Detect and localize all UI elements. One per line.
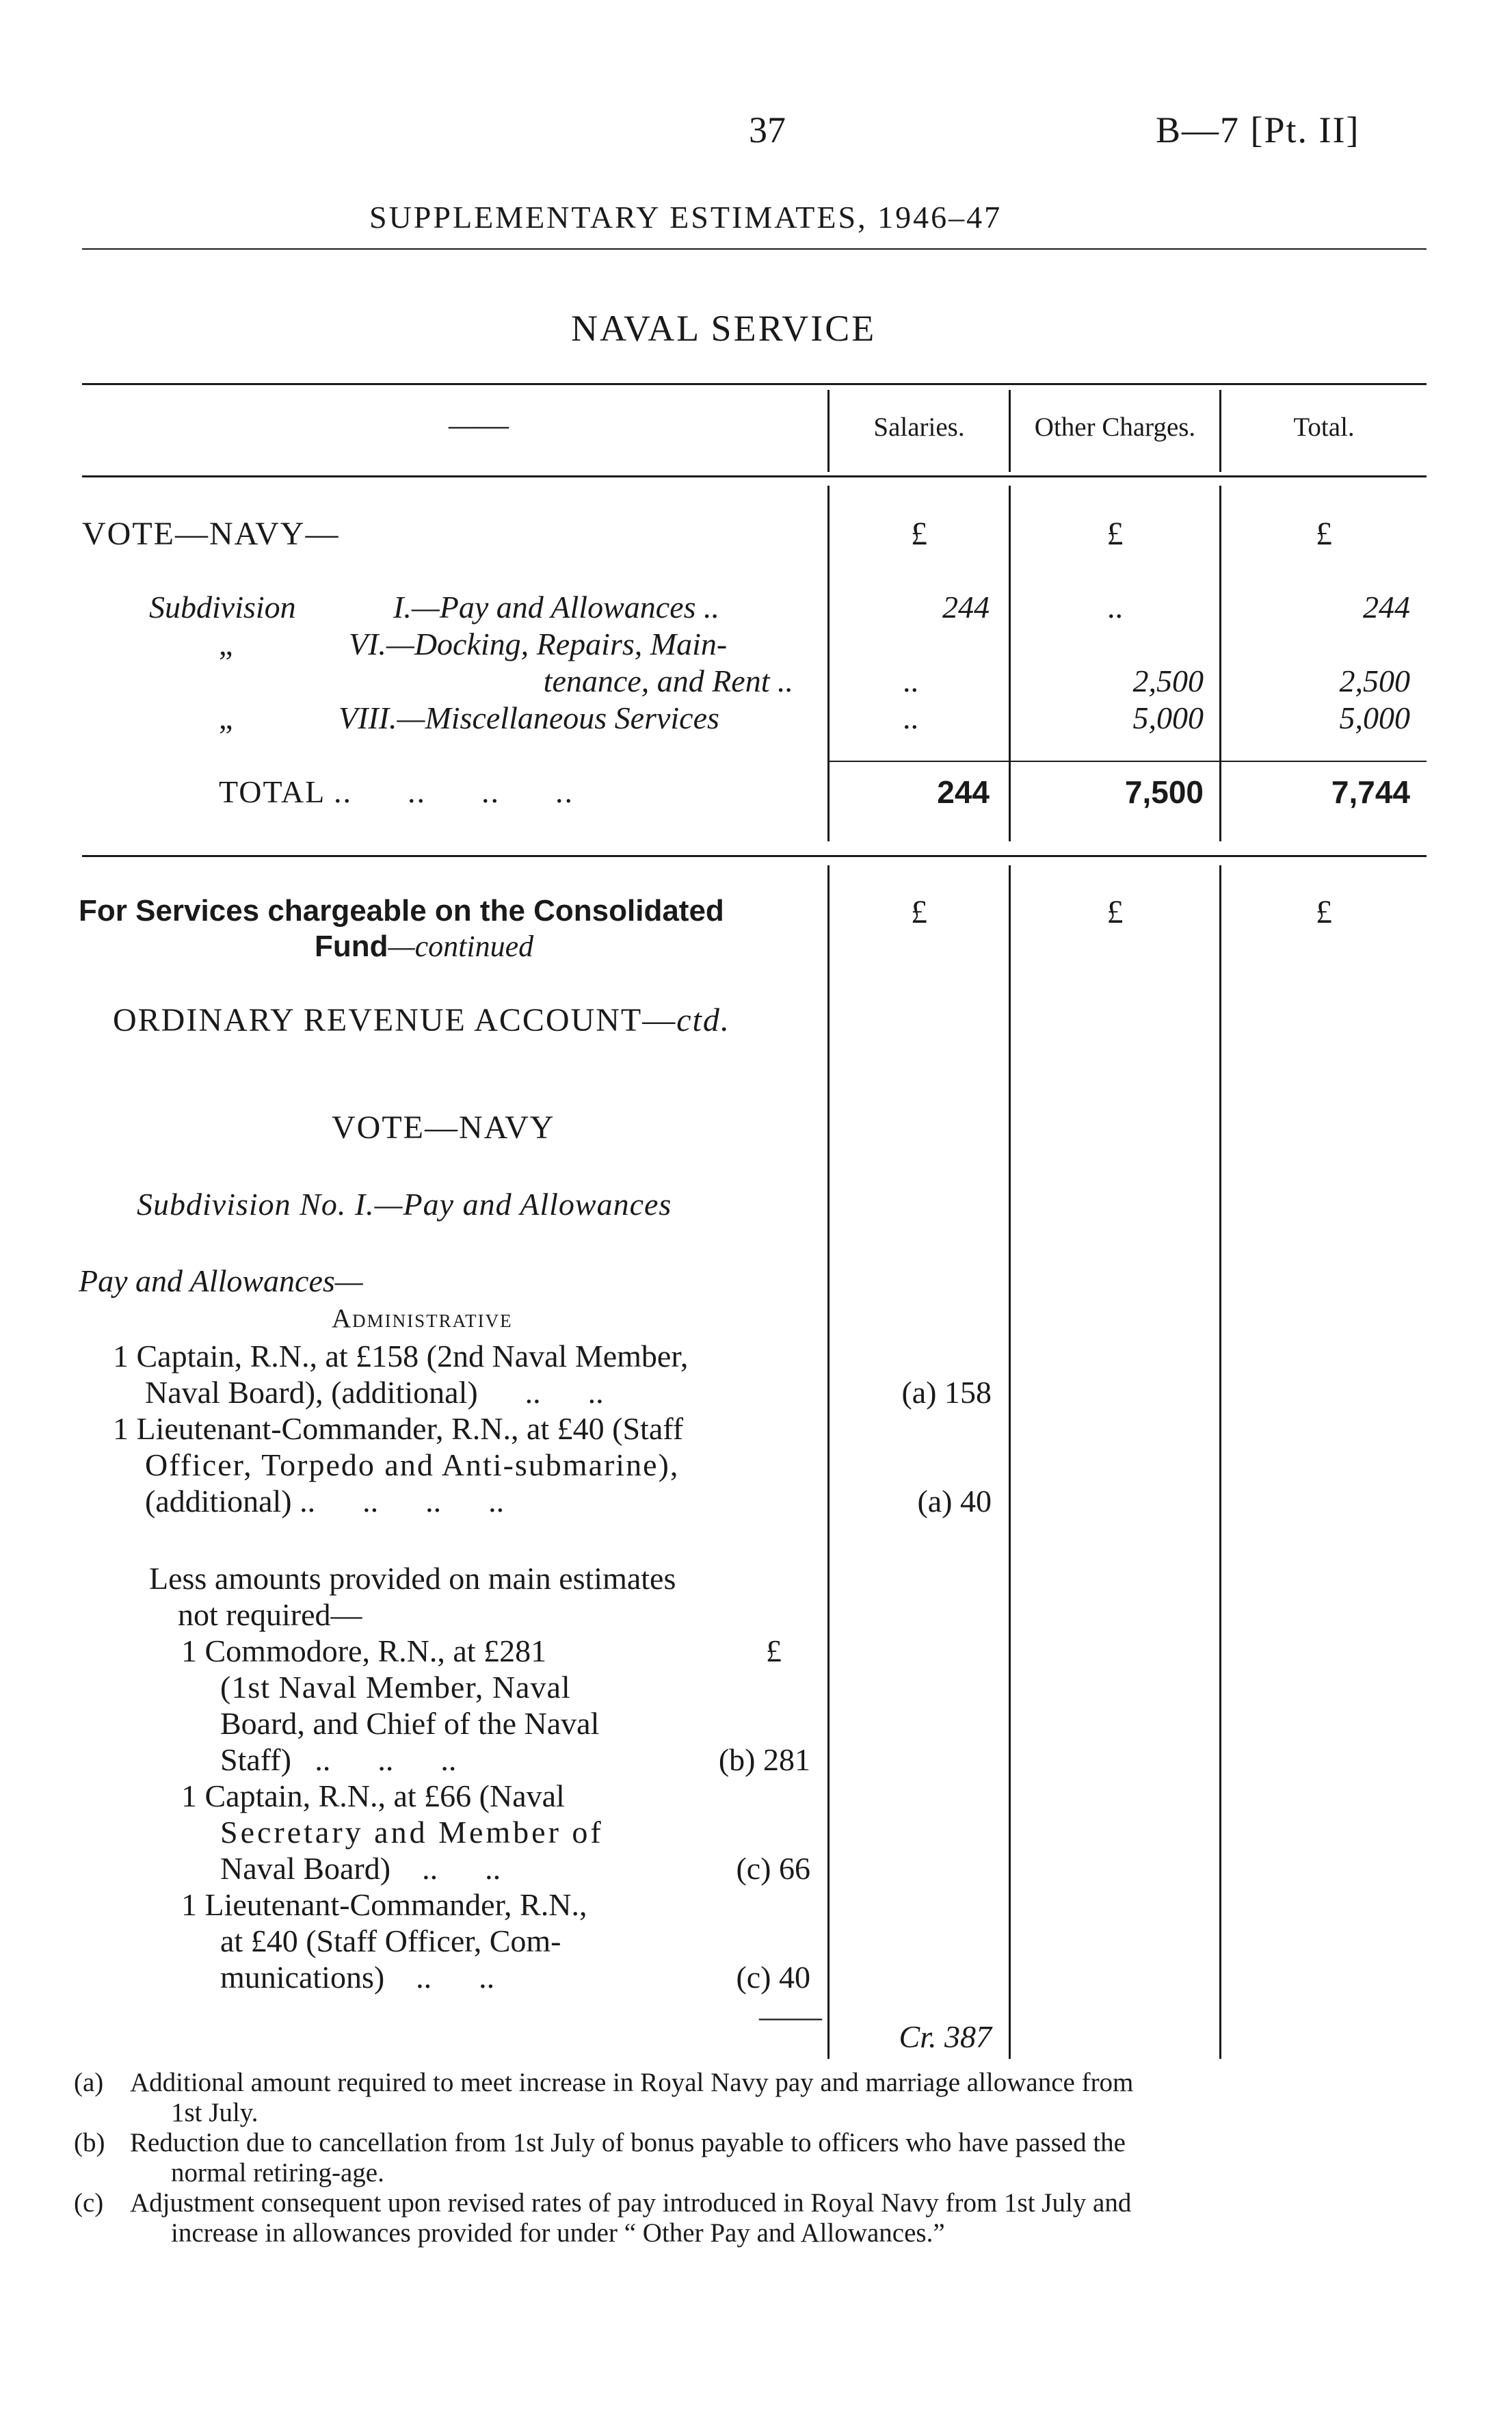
table-header-rule [82, 475, 1427, 477]
item-captain-line1: 1 Captain, R.N., at £158 (2nd Naval Member, [113, 1339, 689, 1374]
sub2-amount: (c) 66 [736, 1851, 810, 1886]
sub2-line1: 1 Captain, R.N., at £66 (Naval [181, 1778, 565, 1813]
continued-word: —continued [388, 930, 534, 963]
table-top-rule [82, 383, 1427, 385]
less-line1: Less amounts provided on main estimates [149, 1561, 676, 1596]
subdivision-prefix: Subdivision [149, 590, 296, 625]
sub1-line1: 1 Commodore, R.N., at £281 [181, 1633, 547, 1668]
total-currency: £ [1316, 516, 1332, 552]
total-value: 244 [1363, 590, 1410, 625]
sub3-line3: munications) .. .. [220, 1960, 495, 1995]
footnote-c-line1: Adjustment consequent upon revised rates of pay introduced in Royal Navy from 1st July and [130, 2188, 1132, 2218]
subdivision-label: I.—Pay and Allowances .. [393, 590, 719, 625]
col-divider-detail-2 [1009, 865, 1011, 2059]
sub3-line1: 1 Lieutenant-Commander, R.N., [181, 1887, 587, 1922]
col-divider-detail-1 [827, 865, 830, 2059]
total-value: 5,000 [1339, 700, 1410, 735]
footnote-a-line2: 1st July. [171, 2098, 258, 2127]
total-header: Total. [1293, 412, 1355, 442]
footnote-c-line2: increase in allowances provided for under “ Other Pay and Allowances.” [171, 2218, 945, 2248]
summary-vote-label: VOTE—NAVY— [82, 516, 340, 552]
account-ctd: ctd. [676, 1002, 730, 1038]
footnote-b-line2: normal retiring-age. [171, 2158, 384, 2187]
sub1-line4: Staff) .. .. .. [220, 1742, 457, 1777]
item-lieutenant-line2: Officer, Torpedo and Anti-submarine), [145, 1447, 680, 1482]
item-captain-line2: Naval Board), (additional) .. .. [145, 1375, 604, 1410]
credit-amount [831, 2018, 992, 2056]
less-line2: not required— [178, 1597, 362, 1632]
ditto-mark: „ [219, 627, 233, 661]
item-lieutenant-amount: (a) 40 [917, 1484, 992, 1519]
other-currency: £ [1106, 516, 1124, 552]
running-title: SUPPLEMENTARY ESTIMATES, 1946–47 [369, 200, 1003, 235]
sub-currency: £ [766, 1633, 782, 1668]
salaries-currency: £ [911, 894, 927, 930]
page-number: 37 [749, 109, 786, 150]
header-rule [82, 248, 1427, 250]
footnote-b-mark: (b) [74, 2128, 105, 2157]
total-value: 2,500 [1339, 663, 1410, 698]
subdivision-label-continued: tenance, and Rent .. [543, 663, 793, 698]
sub2-line3: Naval Board) .. .. [220, 1851, 501, 1886]
footnote-c-mark: (c) [74, 2188, 104, 2218]
total-label: TOTAL .. .. .. .. [219, 774, 574, 809]
pay-heading: Pay and Allowances— [79, 1263, 363, 1298]
summary-bottom-rule [82, 855, 1427, 857]
subdivision-label: VIII.—Miscellaneous Services [339, 700, 719, 735]
account-name: ORDINARY REVENUE ACCOUNT— [113, 1002, 677, 1038]
total-top-rule [827, 761, 1427, 762]
salaries-header: Salaries. [873, 412, 965, 442]
footnote-a-mark: (a) [74, 2068, 104, 2097]
account-heading [113, 1001, 730, 1040]
credit-value: Cr. 387 [899, 2019, 992, 2054]
salaries-value: .. [903, 700, 918, 735]
vote-heading: VOTE—NAVY [332, 1109, 555, 1146]
item-lieutenant-line1: 1 Lieutenant-Commander, R.N., at £40 (Staff [113, 1411, 684, 1446]
administrative-heading: Administrative [332, 1304, 513, 1333]
item-lieutenant-line3: (additional) .. .. .. .. [145, 1484, 505, 1519]
sub3-amount: (c) 40 [736, 1960, 810, 1995]
sub1-line2: (1st Naval Member, Naval [220, 1670, 571, 1705]
section-title: NAVAL SERVICE [571, 308, 877, 349]
total-currency: £ [1316, 894, 1332, 930]
salaries-value: 244 [942, 590, 990, 625]
sub1-amount: (b) 281 [718, 1742, 810, 1777]
other-currency: £ [1106, 894, 1124, 930]
other-charges-value: .. [1107, 590, 1123, 625]
other-charges-value: 5,000 [1132, 700, 1204, 735]
sub2-line2: Secretary and Member of [220, 1815, 604, 1850]
col-divider-detail-3 [1219, 865, 1221, 2059]
subdivision-heading: Subdivision No. I.—Pay and Allowances [137, 1187, 672, 1222]
stub-header-dash: —— [449, 408, 509, 442]
document-reference: B—7 [Pt. II] [1156, 109, 1360, 150]
ditto-mark: „ [219, 700, 233, 735]
total-total: 7,744 [1331, 774, 1410, 810]
other-charges-value: 2,500 [1132, 663, 1204, 698]
item-captain-amount: (a) 158 [901, 1375, 992, 1410]
footnote-b-line1: Reduction due to cancellation from 1st July of bonus payable to officers who have passed the [130, 2128, 1126, 2157]
subdivision-label: VI.—Docking, Repairs, Main- [349, 627, 728, 661]
sub3-line2: at £40 (Staff Officer, Com- [220, 1923, 561, 1958]
fund-heading-continued [315, 928, 533, 965]
sub1-line3: Board, and Chief of the Naval [220, 1706, 600, 1741]
fund-heading: For Services chargeable on the Consolidated [79, 894, 724, 928]
footnote-a-line1: Additional amount required to meet increase in Royal Navy pay and marriage allowance from [130, 2068, 1134, 2097]
salaries-currency: £ [911, 516, 927, 552]
salaries-value: .. [903, 663, 918, 698]
sub-total-rule: —— [759, 1999, 822, 2034]
total-salaries: 244 [937, 774, 990, 810]
other-charges-header: Other Charges. [1034, 412, 1196, 442]
fund-word: Fund [315, 930, 388, 963]
total-other-charges: 7,500 [1124, 774, 1204, 810]
